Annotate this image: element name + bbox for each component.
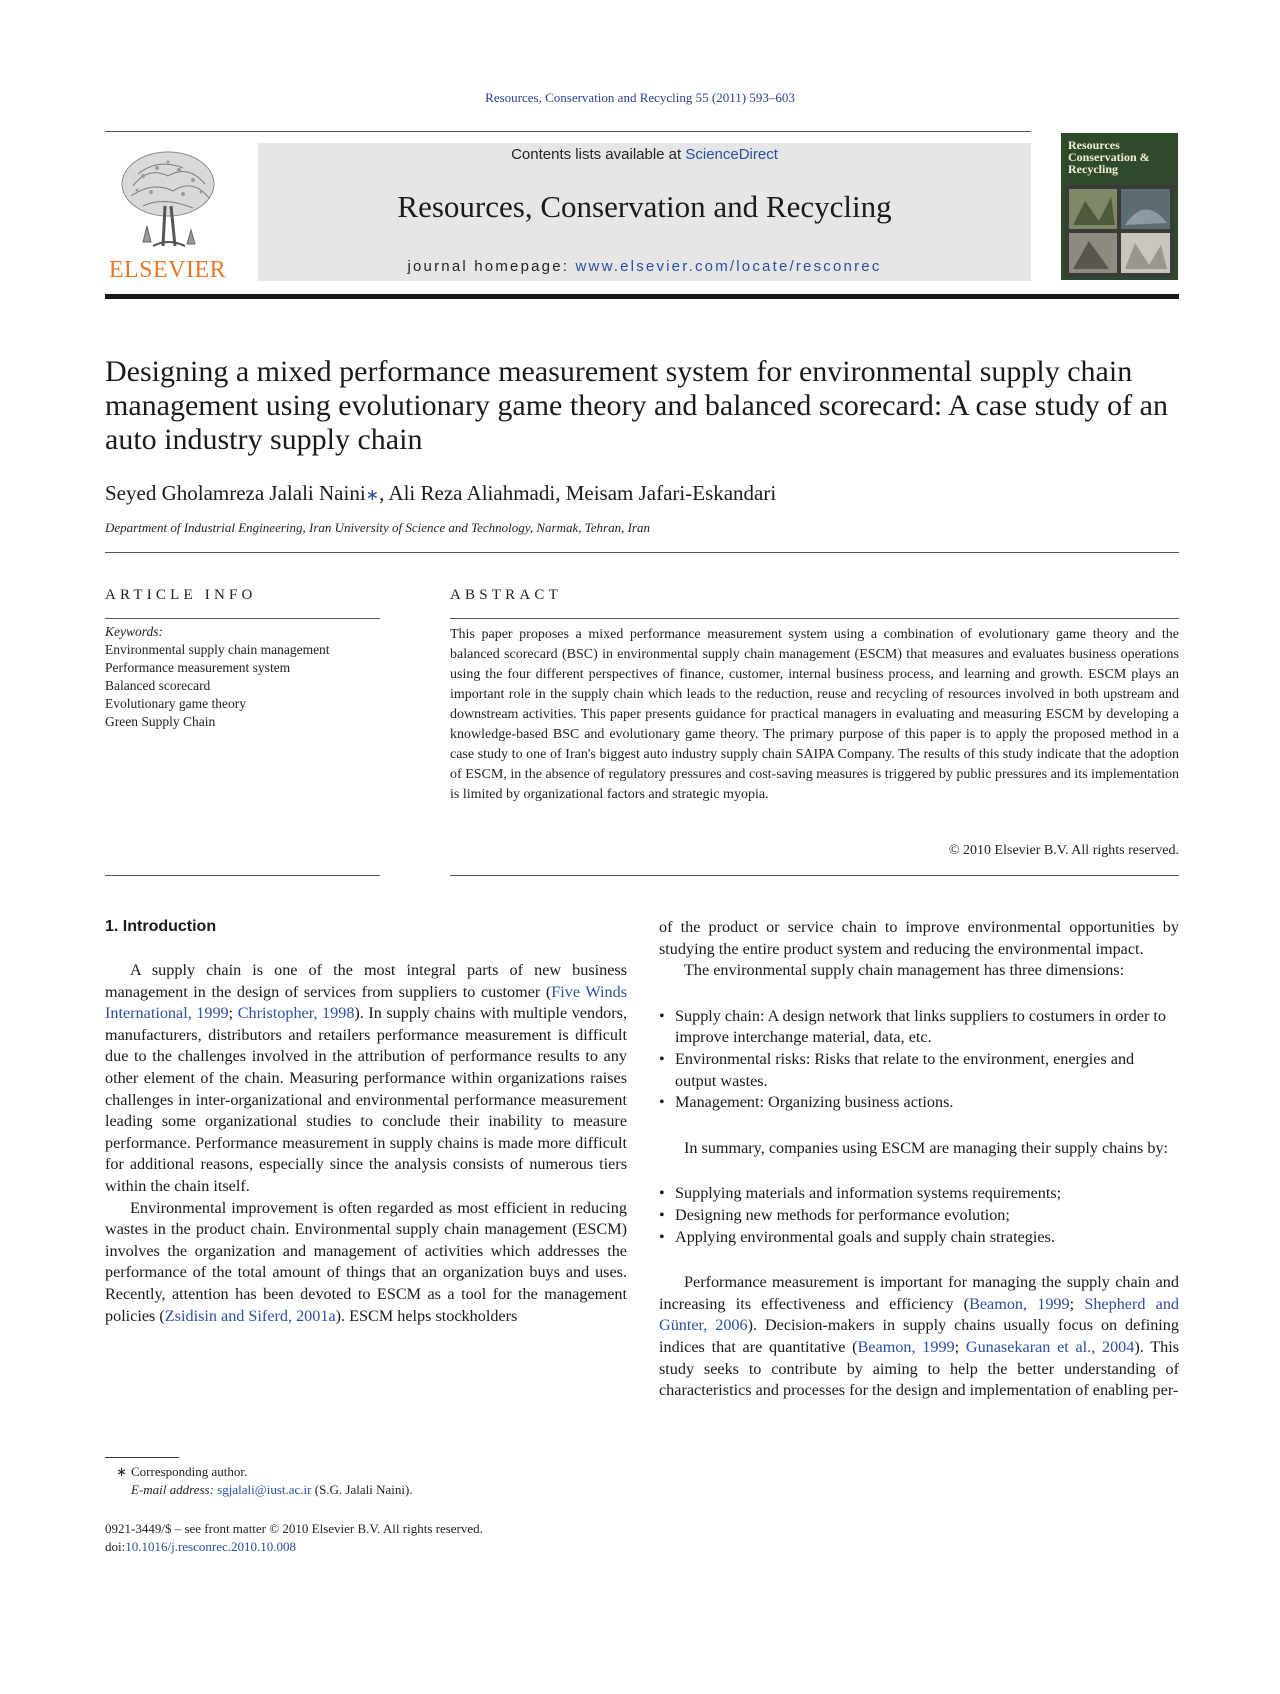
bullet-icon: • [659, 1205, 665, 1224]
journal-citation: Resources, Conservation and Recycling 55 (2011) 593–603 [485, 90, 795, 105]
contents-line [258, 146, 1031, 163]
elsevier-logo[interactable] [105, 146, 230, 284]
summary-list [659, 1183, 1179, 1248]
list-item [659, 1049, 1179, 1092]
spacer [659, 982, 1179, 1006]
contents-prefix: Contents lists available at [511, 146, 686, 163]
journal-title: Resources, Conservation and Recycling [397, 189, 892, 224]
abstract-bottom-rule [450, 875, 1179, 876]
author-name[interactable]: Meisam Jafari-Eskandari [565, 481, 777, 505]
bullet-icon: • [659, 1227, 665, 1246]
list-item-text: Supply chain: A design network that links suppliers to costumers in order to improve interchange material, data, etc. [675, 1006, 1166, 1047]
spacer [659, 1248, 1179, 1272]
list-item-text: Environmental risks: Risks that relate to the environment, energies and output wastes. [675, 1049, 1135, 1090]
author-separator: , [379, 481, 389, 505]
keyword-item: Evolutionary game theory [105, 696, 246, 711]
doi-line [105, 1538, 625, 1556]
affiliation: Department of Industrial Engineering, Iran University of Science and Technology, Narmak, Tehran, Iran [105, 520, 650, 535]
keyword-item: Balanced scorecard [105, 678, 211, 693]
journal-cover-thumbnail[interactable] [1061, 133, 1178, 280]
citation-link[interactable]: Shepherd and Günter, 2006 [659, 1294, 1180, 1335]
author-name[interactable]: Ali Reza Aliahmadi [388, 481, 556, 505]
section-heading-introduction: 1. Introduction [105, 918, 217, 935]
list-item-text: Designing new methods for performance evolution; [675, 1205, 1010, 1224]
paragraph [105, 960, 627, 1198]
list-item [659, 1092, 1179, 1114]
list-item [659, 1183, 1179, 1205]
spacer [659, 1114, 1179, 1138]
doi-label: doi: [105, 1539, 126, 1554]
keyword-item: Environmental supply chain management [105, 642, 330, 657]
keyword-item: Performance measurement system [105, 660, 291, 675]
keywords-label: Keywords: [105, 624, 163, 639]
corresponding-author-mark[interactable]: ∗ [365, 487, 380, 504]
homepage-prefix: journal homepage: [407, 258, 576, 275]
footnote-mark: ∗ [116, 1464, 127, 1479]
citation-link[interactable]: Beamon, 1999 [857, 1337, 955, 1356]
email-link[interactable]: sgjalali@iust.ac.ir [217, 1482, 312, 1497]
paragraph [659, 1272, 1179, 1402]
citation-link[interactable]: Beamon, 1999 [969, 1294, 1070, 1313]
abstract-body: This paper proposes a mixed performance measurement system using a combination of evolutionary game theory and the balanced scorecard (BSC) in environmental supply chain management (ESCM) that measures and evaluates business operations using the four different perspectives of finance, customer, internal business process, and learning and growth. ESCM plays an important role in the supply chain which leads to the reduction, reuse and recycling of resources involved in both upstream and downstream activities. This paper presents guidance for practical managers in evaluating and measuring ESCM by developing a knowledge-based BSC and evolutionary game theory. The primary purpose of this paper is to apply the proposed method in a case study to one of Iran's biggest auto industry supply chain SAIPA Company. The results of this study indicate that the adoption of ESCM, in the absence of regulatory pressures and cost-saving measures is triggered by public pressures and its implementation is limited by organizational factors and strategic myopia. [450, 627, 1179, 802]
spacer [659, 1159, 1179, 1183]
email-suffix: (S.G. Jalali Naini). [311, 1482, 413, 1497]
text-run: ). Decision-makers in supply chains usually focus on defining indices that are quantitative ( [659, 1316, 1179, 1356]
author-list [105, 481, 1179, 506]
sciencedirect-link[interactable]: ScienceDirect [685, 146, 778, 163]
cover-image [1065, 185, 1174, 277]
paragraph: The environmental supply chain management has three dimensions: [684, 961, 1125, 980]
list-item-text: Management: Organizing business actions. [675, 1093, 954, 1112]
article-title: Designing a mixed performance measurement system for environmental supply chain management using evolutionary game theory and balanced scorecard: A case study of an auto industry supply chain [105, 355, 1168, 456]
email-label: E-mail address: [131, 1482, 214, 1497]
header-thick-rule [105, 294, 1179, 299]
body-column-left [105, 960, 627, 1327]
corresponding-author-footnote [105, 1463, 625, 1499]
dimensions-list [659, 1006, 1179, 1114]
list-item [659, 1205, 1179, 1227]
bullet-icon: • [659, 1184, 665, 1203]
citation-link[interactable]: Gunasekaran et al., 2004 [965, 1337, 1135, 1356]
elsevier-wordmark: ELSEVIER [108, 257, 227, 283]
text-run: Performance measurement is important for managing the supply chain and increasing its effectiveness and efficiency ( [659, 1273, 1179, 1313]
article-info-heading: ARTICLE INFO [105, 587, 257, 603]
citation-link[interactable]: Zsidisin and Siferd, 2001a [164, 1306, 336, 1325]
elsevier-tree-icon [113, 146, 223, 258]
text-run: ). In supply chains with multiple vendors, manufacturers, distributors and retailers performance measurement is difficult due to the challenges involved in the attribution of performance results to any other element of the chain. Measuring performance within organizations raises challenges in inter-organizational and environmental performance measurement leading some organizational studies to conclude their inability to measure performance. Performance measurement in supply chains is made more difficult for additional reasons, especially since the analysis consists of numerous tiers within the chain itself. [105, 1004, 628, 1195]
footnote-email-line [105, 1481, 625, 1499]
body-column-right [659, 917, 1179, 1402]
list-item-text: Supplying materials and information systems requirements; [675, 1184, 1062, 1203]
text-run: ; [1069, 1294, 1085, 1313]
text-run: ; [228, 1004, 238, 1023]
journal-banner [258, 143, 1031, 281]
abstract-rule [450, 618, 1179, 619]
abstract-heading: ABSTRACT [450, 587, 562, 603]
list-item-text: Applying environmental goals and supply chain strategies. [675, 1227, 1055, 1246]
bullet-icon: • [659, 1093, 665, 1112]
list-item [659, 1227, 1179, 1249]
author-separator: , [555, 481, 566, 505]
title-rule [105, 552, 1179, 553]
bullet-icon: • [659, 1006, 665, 1025]
paragraph: In summary, companies using ESCM are managing their supply chains by: [684, 1138, 1169, 1157]
abstract-copyright: © 2010 Elsevier B.V. All rights reserved. [948, 843, 1179, 858]
homepage-link[interactable]: www.elsevier.com/locate/resconrec [575, 258, 882, 275]
publication-metadata [105, 1520, 625, 1556]
footnote-line [105, 1463, 625, 1481]
keywords-block [105, 623, 385, 731]
list-item [659, 1006, 1179, 1049]
citation-link[interactable]: Five Winds International, 1999 [105, 982, 627, 1023]
text-run: ). ESCM helps stockholders [335, 1306, 518, 1325]
paragraph [105, 1198, 627, 1328]
footnote-label: Corresponding author. [131, 1464, 248, 1479]
doi-link[interactable]: 10.1016/j.resconrec.2010.10.008 [125, 1539, 297, 1554]
issn-line: 0921-3449/$ – see front matter © 2010 Elsevier B.V. All rights reserved. [105, 1521, 483, 1536]
text-run: ; [954, 1337, 966, 1356]
article-info-bottom-rule [105, 875, 380, 876]
footnote-rule [105, 1457, 179, 1458]
homepage-line [258, 258, 1031, 275]
bullet-icon: • [659, 1049, 665, 1068]
cover-title: Resources Conservation & Recycling [1068, 138, 1150, 176]
text-run: A supply chain is one of the most integral parts of new business management in the design of services from suppliers to customer ( [105, 961, 627, 1001]
header-rule [105, 131, 1031, 132]
article-info-rule [105, 618, 380, 619]
text-run: Environmental improvement is often regarded as most efficient in reducing wastes in the product chain. Environmental supply chain management (ESCM) involves the organization and management of activities which addresses the performance of the total amount of things that an organization buys and uses. Recently, attention has been devoted to ESCM as a tool for the management policies ( [105, 1198, 627, 1325]
text-run: ). This study seeks to contribute by aiming to help the better understanding of characteristics and processes for the design and implementation of enabling per- [659, 1337, 1179, 1400]
keyword-item: Green Supply Chain [105, 714, 216, 729]
citation-link[interactable]: Christopher, 1998 [237, 1004, 355, 1023]
author-name[interactable]: Seyed Gholamreza Jalali Naini [105, 481, 366, 505]
paragraph: of the product or service chain to improve environmental opportunities by studying the entire product system and reducing the environmental impact. [659, 918, 1179, 958]
